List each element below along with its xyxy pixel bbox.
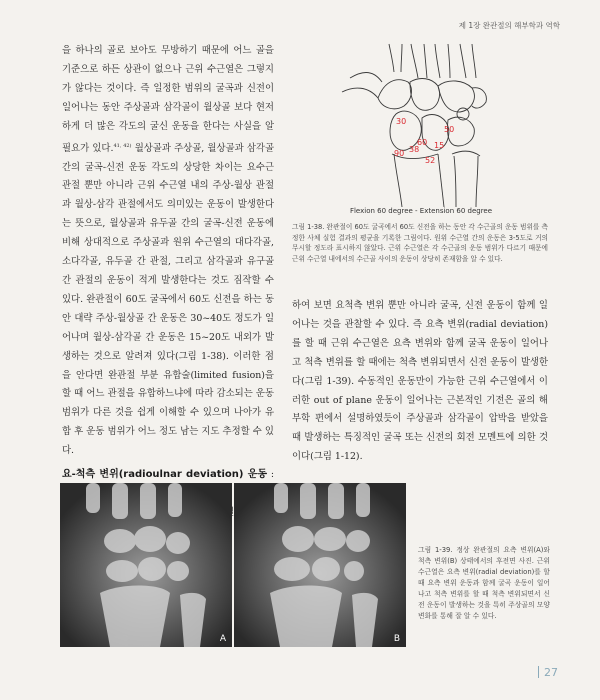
body-paragraph-1 xyxy=(62,42,274,461)
paragraph-text: 을 하나의 골로 보아도 무방하기 때문에 어느 골을 기준으로 하든 상관이 없으나 근위 수근열은 그렇지가 않다는 것이다. 즉 일정한 범위의 굴곡과 신전이 일어나는 동안 주상골과 삼각골이 월상골 보다 현저하게 더 많은 각도의 굴신 운동을 한다는 사실을 알 필요가 있다. xyxy=(62,45,274,154)
figure-caption: 그림 1-39. 정상 완관절의 요측 변위(A)와 척측 변위(B) 상태에서의 후전면 사진. 근위 수근열은 요측 변위(radial deviation)를 할 때 요측 변위 운동과 함께 굴곡 운동이 일어나고 척측 변위를 할 때 척측 변위되면서 신전 운동이 발생하는 것을 특히 주상골의 모양 변화를 통해 잘 알 수 있다. xyxy=(418,546,550,620)
right-column-paragraph: 하여 보면 요척측 변위 뿐만 아니라 굴곡, 신전 운동이 함께 일어나는 것을 관찰할 수 있다. 즉 요측 변위(radial deviation)를 할 때 근위 수근열은 요측 변위와 함께 굴곡 운동이 일어나고 척측 변위를 할 때에는 척측 변위되면서 신전 운동이 발생한다(그림 1-39). 수동적인 운동만이 가능한 근위 수근열에서 이러한 out of plane 운동이 일어나는 근본적인 기전은 골의 해부학 편에서 설명하였듯이 주상골과 삼각골이 압박을 받았을 때 발생하는 특징적인 굴곡 또는 신전의 회전 모멘트에 의한 것이다(그림 1-12). xyxy=(292,300,548,463)
panel-label: A xyxy=(219,634,226,644)
motion-value: 50 xyxy=(444,125,455,134)
paragraph-text: 월상골과 주상골, 월상골과 삼각골 간의 굴곡-신전 운동 각도의 상당한 차이는 요수근 관절 뿐만 아니라 근위 수근열 내의 주상-월상 관절과 월상-삼각 관절에서도 의미있는 운동이 발생한다는 뜻으로, 월상골과 유두골 간의 굴곡-신전 운동에 비해 상대적으로 주상골과 원위 수근열의 대다각골, 소다각골, 유두골 간 관절, 그리고 삼각골과 유구골 간 관절의 운동이 적게 발생한다는 것도 짐작할 수 있다. 완관절이 60도 굴곡에서 60도 신전을 하는 동안 대략 주상-월상골 간 운동은 30~40도 정도가 일어나며 월상-삼각골 간 운동은 15~20도 내외가 발생하는 것으로 알려져 있다(그림 1-38). 이러한 점을 안다면 완관절 부분 유합술(limited fusion)을 할 때 어느 관절을 유합하느냐에 따라 감소되는 운동 범위가 다른 것을 쉽게 이해할 수 있으며 나아가 유합 후 운동 범위가 어느 정도 남는 지도 추정할 수 있다. xyxy=(62,142,274,457)
motion-value: 52 xyxy=(425,156,436,165)
motion-value: 30 xyxy=(396,117,407,126)
citation: 41, 42) xyxy=(113,142,132,149)
xray-radial-deviation xyxy=(60,483,232,647)
page-number-divider xyxy=(538,666,539,678)
motion-value: 15 xyxy=(434,141,445,150)
page-number-text: 27 xyxy=(544,666,558,679)
motion-value: 90 xyxy=(394,149,405,158)
section-heading: 요-척측 변위(radioulnar deviation) 운동 xyxy=(62,469,268,481)
page-number xyxy=(538,666,558,679)
panel-label: B xyxy=(393,634,400,644)
figure-title: Flexion 60 degree - Extension 60 degree xyxy=(349,207,493,215)
left-column xyxy=(62,42,274,542)
motion-value: 60 xyxy=(417,138,428,147)
motion-value: 38 xyxy=(409,145,420,154)
figure-caption: 그림 1-38. 완관절이 60도 굴곡에서 60도 신전을 하는 동안 각 수근골의 운동 범위를 측정한 사체 실험 결과의 평균을 기록한 그림이다. 원위 수근열 간의 운동은 3-5도로 거의 무시할 정도라 표시하지 않았다. 근위 수근열은 각 수근골의 운동 범위가 다르기 때문에 근위 수근열 내에서의 수근골 사이의 운동이 상당히 존재함을 알 수 있다. xyxy=(292,223,548,263)
xray-ulnar-deviation xyxy=(234,483,406,647)
carpal-motion-diagram xyxy=(292,42,550,207)
running-header: 제 1장 완관절의 해부학과 역학 xyxy=(458,21,560,30)
paragraph-text: : xyxy=(270,469,274,481)
